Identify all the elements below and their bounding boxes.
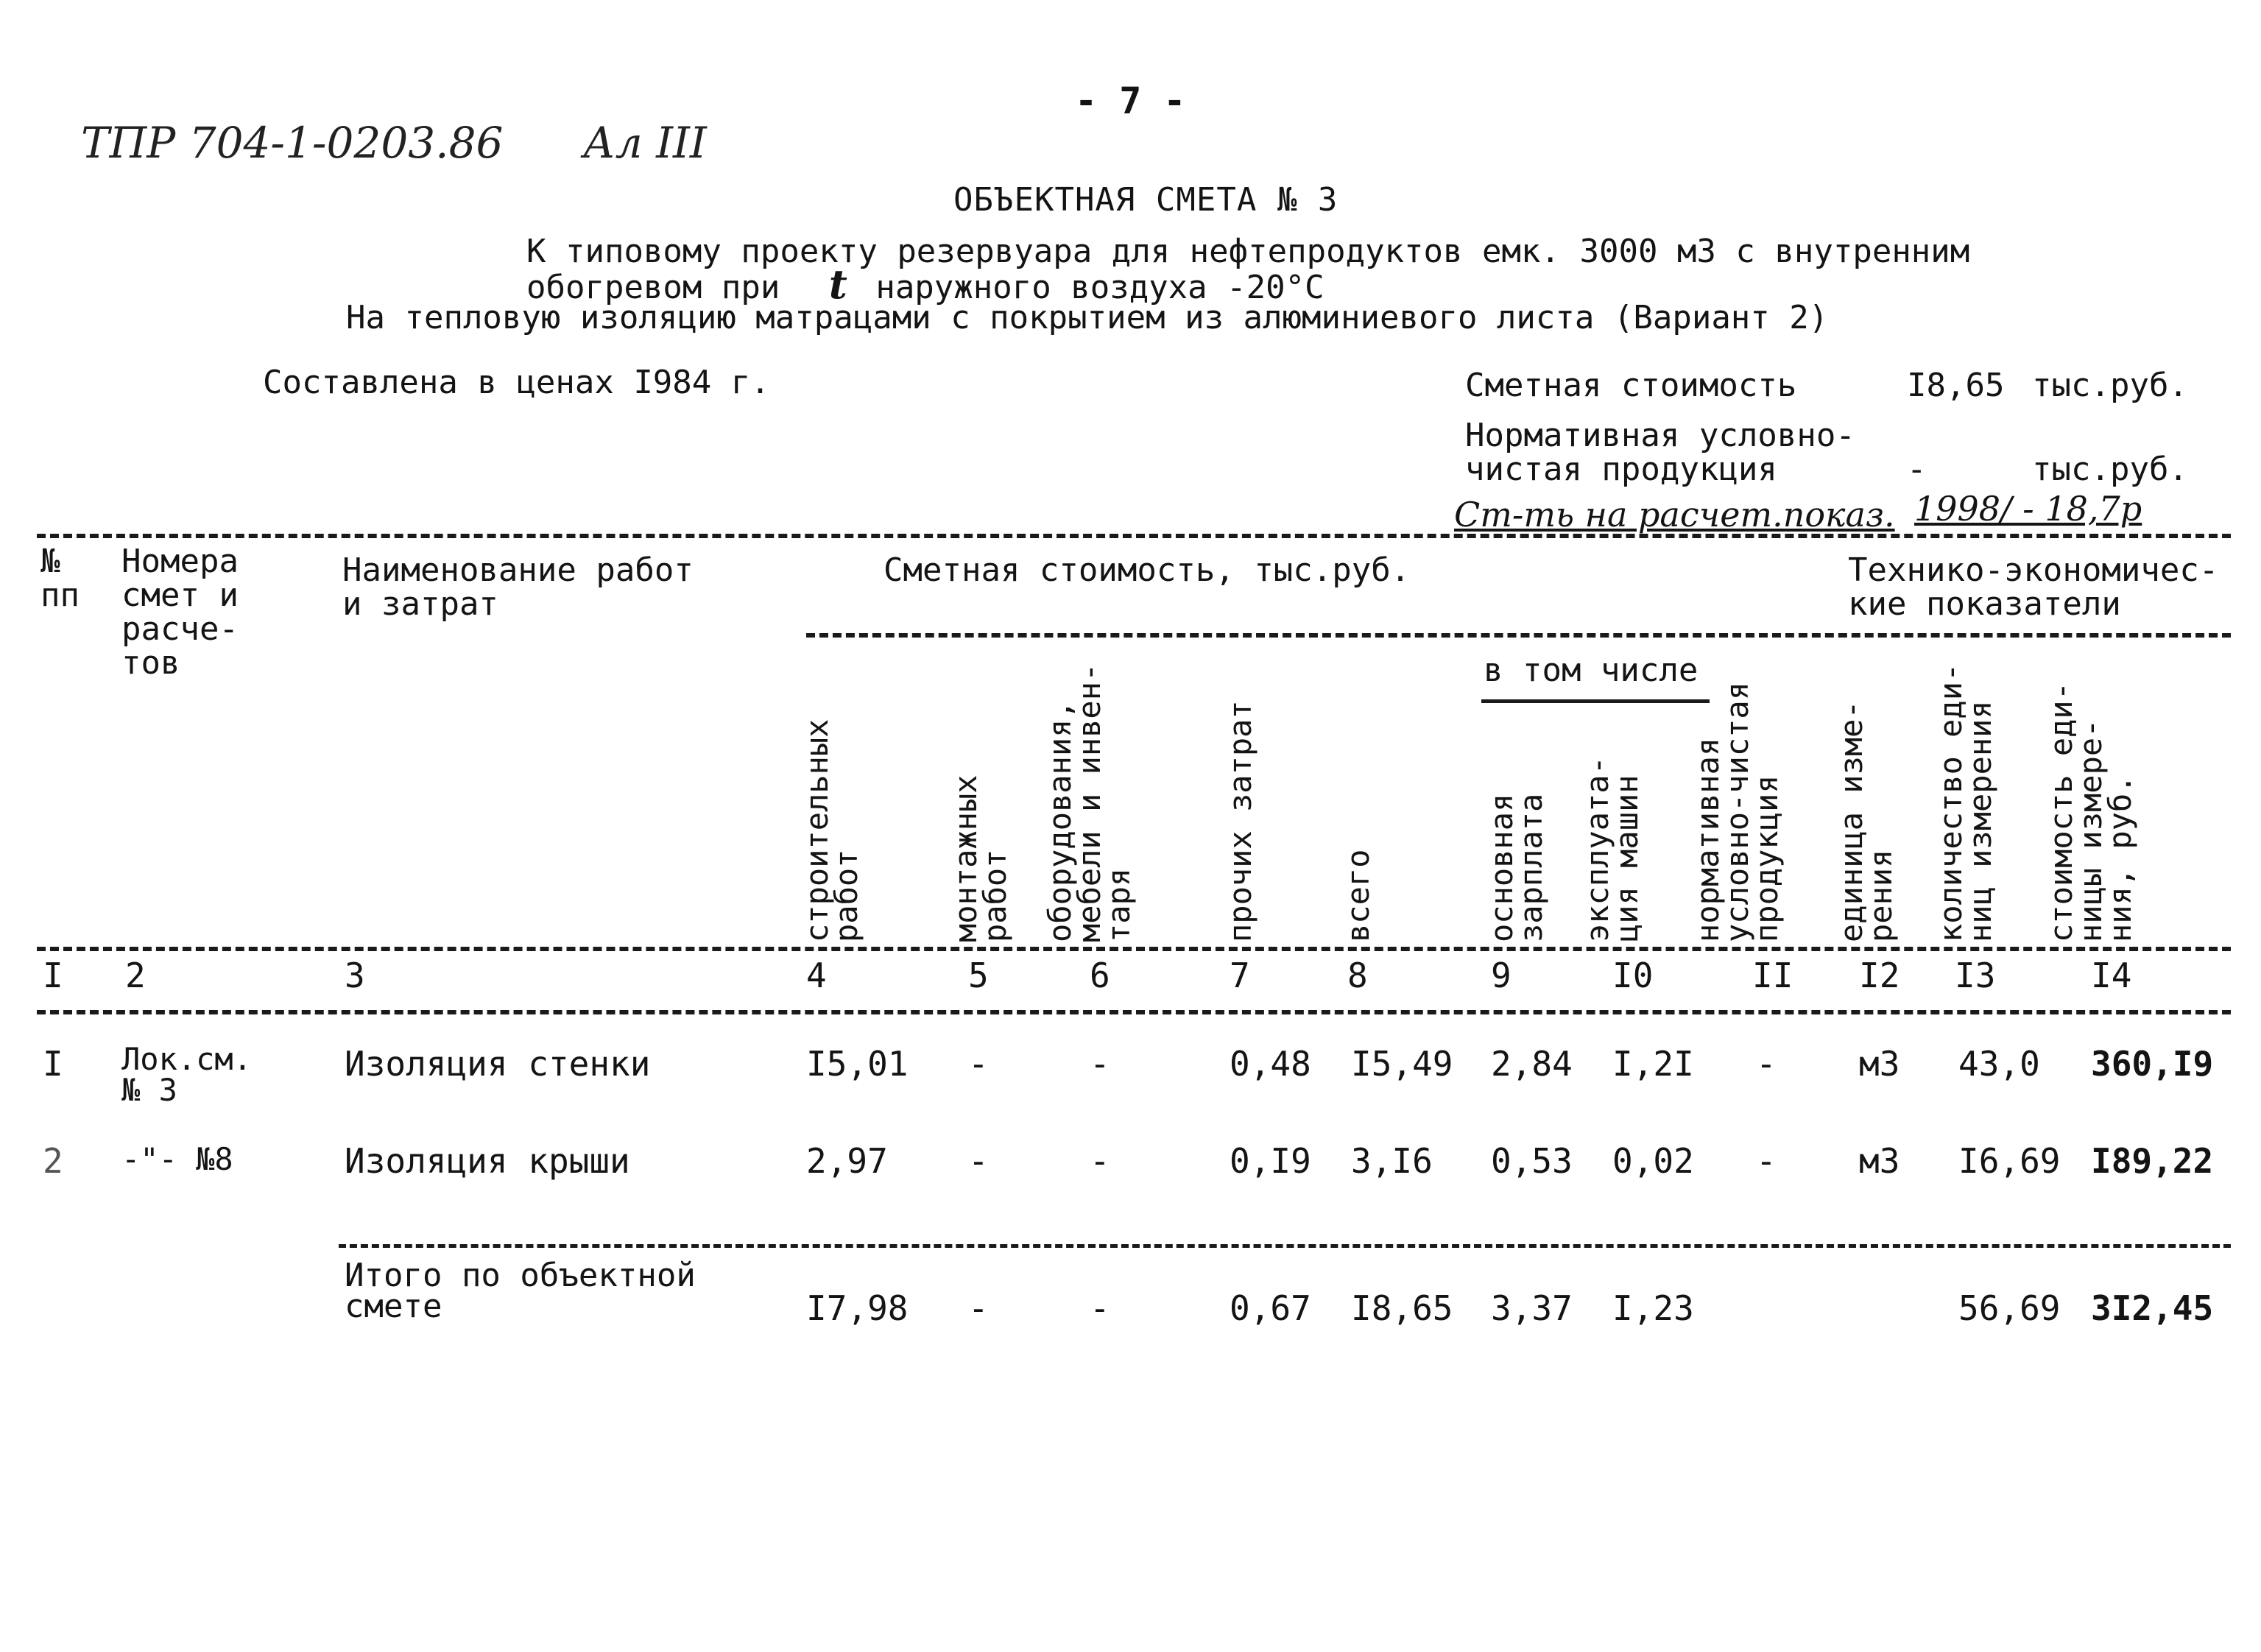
header-subrule xyxy=(806,633,2231,638)
header-bottom-rule xyxy=(37,947,2231,951)
header-col-refs: Номера смет и расче- тов xyxy=(121,543,239,682)
row-c11: - xyxy=(1756,1044,1777,1084)
column-number: 5 xyxy=(968,956,989,995)
column-number: I3 xyxy=(1955,956,1996,995)
row-number: I xyxy=(43,1044,63,1084)
total-c8: I8,65 xyxy=(1351,1288,1453,1328)
column-number: 2 xyxy=(125,956,146,995)
estimated-cost-value: I8,65 xyxy=(1907,367,2005,404)
row-c9: 2,84 xyxy=(1491,1044,1573,1084)
header-col-number: № пп xyxy=(40,543,80,614)
header-col-6: оборудования, мебели и инвен- таря xyxy=(1042,663,1137,942)
header-col-12: единица изме- рения xyxy=(1833,700,1899,942)
header-col-14: стоимость еди- ницы измере- ния, руб. xyxy=(2043,681,2138,942)
row-c7: 0,I9 xyxy=(1230,1141,1311,1181)
column-number: I0 xyxy=(1612,956,1654,995)
row-c4: I5,01 xyxy=(806,1044,909,1084)
subtitle-line-2a: обогревом при xyxy=(526,269,780,306)
row-c12: м3 xyxy=(1859,1044,1900,1084)
header-col-9: основная зарплата xyxy=(1484,793,1549,942)
row-name: Изоляция крыши xyxy=(345,1141,630,1181)
total-c9: 3,37 xyxy=(1491,1288,1573,1328)
row-c9: 0,53 xyxy=(1491,1141,1573,1181)
row-ref: -"- №8 xyxy=(121,1141,233,1177)
estimated-cost-label: Сметная стоимость xyxy=(1465,367,1797,404)
normative-label-2: чистая продукция xyxy=(1465,451,1777,488)
total-c5: - xyxy=(968,1288,989,1328)
header-col-5: монтажных работ xyxy=(948,774,1013,942)
header-col-4: строительных работ xyxy=(799,719,864,942)
estimated-cost-unit: тыс.руб. xyxy=(2032,367,2188,404)
header-tech-group: Технико-экономичес- кие показатели xyxy=(1848,551,2219,623)
column-number: I4 xyxy=(2091,956,2132,995)
row-c6: - xyxy=(1090,1044,1110,1084)
total-name: Итого по объектной смете xyxy=(345,1257,696,1325)
document-title: ОБЪЕКТНАЯ СМЕТА № 3 xyxy=(953,181,1338,219)
row-c14: 360,I9 xyxy=(2091,1044,2214,1084)
column-number: II xyxy=(1752,956,1793,995)
album-code: Ал III xyxy=(582,118,707,168)
numbers-bottom-rule xyxy=(37,1010,2231,1014)
column-number: 4 xyxy=(806,956,827,995)
total-c6: - xyxy=(1090,1288,1110,1328)
table-top-rule xyxy=(37,534,2231,538)
header-col-13: количество еди- ниц измерения xyxy=(1933,663,1998,942)
subtitle-t-symbol: t xyxy=(828,261,847,308)
document-code xyxy=(81,118,707,168)
calc-value: 1998/ - 18,7р xyxy=(1914,489,2142,529)
normative-value: - xyxy=(1907,451,1927,488)
header-col-7: прочих затрат xyxy=(1222,700,1258,942)
column-number: 9 xyxy=(1491,956,1512,995)
header-col-name: Наименование работ и затрат xyxy=(342,551,694,623)
row-c10: 0,02 xyxy=(1612,1141,1694,1181)
normative-unit: тыс.руб. xyxy=(2032,451,2188,488)
total-c7: 0,67 xyxy=(1230,1288,1311,1328)
row-c13: I6,69 xyxy=(1958,1141,2061,1181)
prices-year: Составлена в ценах I984 г. xyxy=(263,364,770,401)
header-incl-rule xyxy=(1481,699,1710,703)
header-incl-group: в том числе xyxy=(1484,652,1699,689)
total-c13: 56,69 xyxy=(1958,1288,2061,1328)
row-c5: - xyxy=(968,1141,989,1181)
normative-label-1: Нормативная условно- xyxy=(1465,417,1855,454)
column-number: 3 xyxy=(345,956,365,995)
subtitle-line-3: На тепловую изоляцию матрацами с покрытием из алюминиевого листа (Вариант 2) xyxy=(346,299,1829,336)
row-c12: м3 xyxy=(1859,1141,1900,1181)
document-code-text: ТПР 704-1-0203.86 xyxy=(81,118,504,168)
column-number: 6 xyxy=(1090,956,1110,995)
page-number: - 7 - xyxy=(1075,80,1186,122)
row-c6: - xyxy=(1090,1141,1110,1181)
total-c14: 3I2,45 xyxy=(2091,1288,2214,1328)
row-c7: 0,48 xyxy=(1230,1044,1311,1084)
header-cost-group: Сметная стоимость, тыс.руб. xyxy=(883,551,1411,589)
calc-label: Ст-ть на расчет.показ. xyxy=(1454,495,1895,534)
row-ref: Лок.см. № 3 xyxy=(121,1041,253,1108)
column-number: 7 xyxy=(1230,956,1250,995)
row-name: Изоляция стенки xyxy=(345,1044,651,1084)
header-col-11: нормативная условно-чистая продукция xyxy=(1690,681,1785,942)
row-c8: I5,49 xyxy=(1351,1044,1453,1084)
row-c10: I,2I xyxy=(1612,1044,1694,1084)
row-number: 2 xyxy=(43,1141,63,1181)
header-col-8: всего xyxy=(1340,849,1376,942)
row-c14: I89,22 xyxy=(2091,1141,2214,1181)
total-c4: I7,98 xyxy=(806,1288,909,1328)
row-c11: - xyxy=(1756,1141,1777,1181)
column-number: I2 xyxy=(1859,956,1900,995)
total-c10: I,23 xyxy=(1612,1288,1694,1328)
row-c13: 43,0 xyxy=(1958,1044,2040,1084)
column-number: I xyxy=(43,956,63,995)
row-c5: - xyxy=(968,1044,989,1084)
subtitle-line-2b: наружного воздуха -20°С xyxy=(875,269,1324,306)
row-c8: 3,I6 xyxy=(1351,1141,1433,1181)
totals-rule xyxy=(339,1244,2231,1248)
row-c4: 2,97 xyxy=(806,1141,888,1181)
subtitle-line-1: К типовому проекту резервуара для нефтепродуктов емк. 3000 м3 с внутренним xyxy=(526,233,1970,270)
header-col-10: эксплуата- ция машин xyxy=(1579,756,1645,942)
column-number: 8 xyxy=(1347,956,1368,995)
